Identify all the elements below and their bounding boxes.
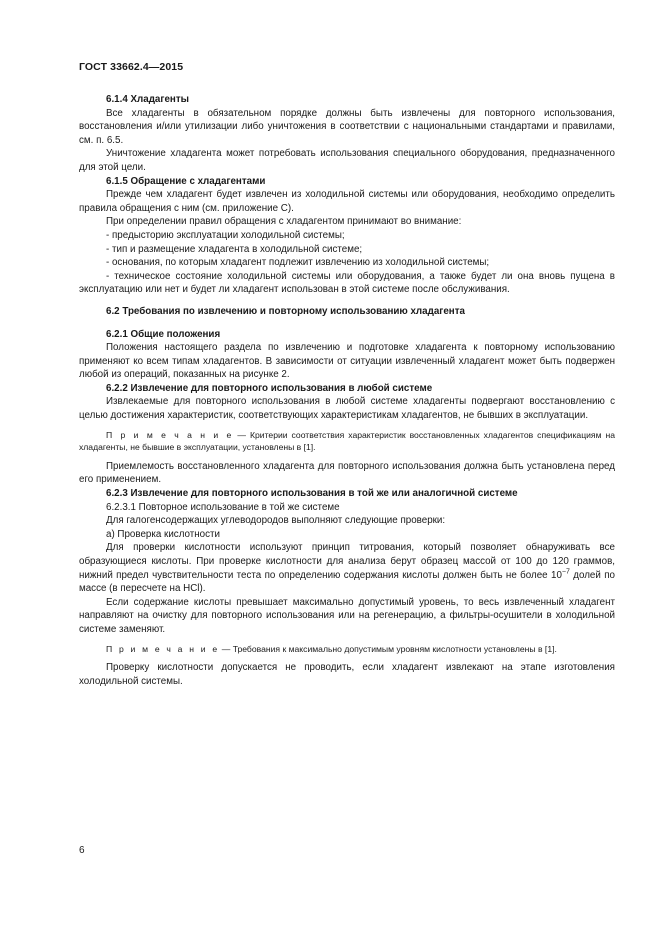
document-header: ГОСТ 33662.4—2015 bbox=[79, 61, 184, 73]
section-6-2-1-title: 6.2.1 Общие положения bbox=[106, 328, 221, 340]
list-item: - тип и размещение хладагента в холодильной системе; bbox=[106, 243, 363, 255]
section-6-2-3-title: 6.2.3 Извлечение для повторного использования в той же или аналогичной системе bbox=[106, 488, 518, 500]
paragraph: Все хладагенты в обязательном порядке должны быть извлечены для повторного использования, восстановления и/или утилизации либо уничтожения в соответствии с национальными стандартами и правилами, см. п. 6.5. bbox=[79, 107, 615, 146]
section-6-1-4-title: 6.1.4 Хладагенты bbox=[106, 94, 189, 105]
section-6-2-2-title: 6.2.2 Извлечение для повторного использования в любой системе bbox=[106, 382, 433, 394]
subsection-6-2-3-1-title: 6.2.3.1 Повторное использование в той же системе bbox=[106, 501, 340, 513]
paragraph-acidity bbox=[79, 541, 615, 595]
note bbox=[79, 429, 615, 454]
paragraph: Извлекаемые для повторного использования в любой системе хладагенты подвергают восстановлению с целью достижения характеристик, соответствующих характеристикам хладагентов, не бывших в эксплуатации. bbox=[79, 396, 615, 422]
section-6-2-title: 6.2 Требования по извлечению и повторному использованию хладагента bbox=[106, 305, 465, 317]
section-6-1-5-title: 6.1.5 Обращение с хладагентами bbox=[106, 175, 266, 187]
text-part: Для проверки кислотности используют принцип титрования, который позволяет обнаруживать все образующиеся кислоты. При проверке кислотности для анализа берут образец массой от 100 до 120 граммов, нижний предел чувствительности теста по определению содержания кислоты должен быть не более 10 bbox=[79, 542, 615, 581]
paragraph: Уничтожение хладагента может потребовать использования специального оборудования, предназначенного для этой цели. bbox=[79, 148, 615, 173]
paragraph: Прежде чем хладагент будет извлечен из холодильной системы или оборудования, необходимо определить правила обращения с ним (см. приложение С). bbox=[79, 189, 615, 214]
paragraph: Приемлемость восстановленного хладагента для повторного использования должна быть установлена перед его применением. bbox=[79, 460, 615, 486]
page-number: 6 bbox=[79, 845, 85, 856]
paragraph: Если содержание кислоты превышает максимально допустимый уровень, то весь извлеченный хладагент направляют на очистку для повторного использования или на регенерацию, а фильтры-осушители в холодильной системе заменяют. bbox=[79, 596, 615, 635]
paragraph: При определении правил обращения с хладагентом принимают во внимание: bbox=[106, 216, 462, 228]
note-label: П р и м е ч а н и е bbox=[106, 643, 220, 654]
document-body bbox=[79, 93, 615, 688]
note-text: — Критерии соответствия характеристик восстановленных хладагентов спецификациям на хладагенты, не бывшие в эксплуатации, установлены в [1]. bbox=[79, 429, 615, 453]
note-label: П р и м е ч а н и е bbox=[106, 429, 234, 440]
note-text: — Требования к максимально допустимым уровням кислотности установлены в [1]. bbox=[219, 643, 557, 654]
paragraph: Проверку кислотности допускается не проводить, если хладагент извлекают на этапе изготовления холодильной системы. bbox=[79, 662, 615, 687]
list-item: - основания, по которым хладагент подлежит извлечению из холодильной системы; bbox=[106, 257, 490, 269]
note bbox=[79, 643, 615, 656]
paragraph: Положения настоящего раздела по извлечению и подготовке хладагента к повторному использованию применяют ко всем типам хладагентов. В зависимости от ситуации извлеченный хладагент может быть подвержен любой из операций, показанных на рисунке 2. bbox=[79, 342, 615, 381]
paragraph: Для галогенсодержащих углеводородов выполняют следующие проверки: bbox=[106, 515, 446, 527]
list-item-a: а) Проверка кислотности bbox=[106, 528, 220, 540]
exponent: −7 bbox=[561, 568, 570, 576]
text-part: долей по массе (в пересчете на HCl). bbox=[79, 569, 615, 595]
list-item: - предысторию эксплуатации холодильной системы; bbox=[106, 229, 345, 241]
list-item: - техническое состояние холодильной системы или оборудования, а также будет ли она вновь пущена в эксплуатацию или нет и будет ли хладагент использован в этой системе после обслуживания. bbox=[79, 270, 615, 296]
